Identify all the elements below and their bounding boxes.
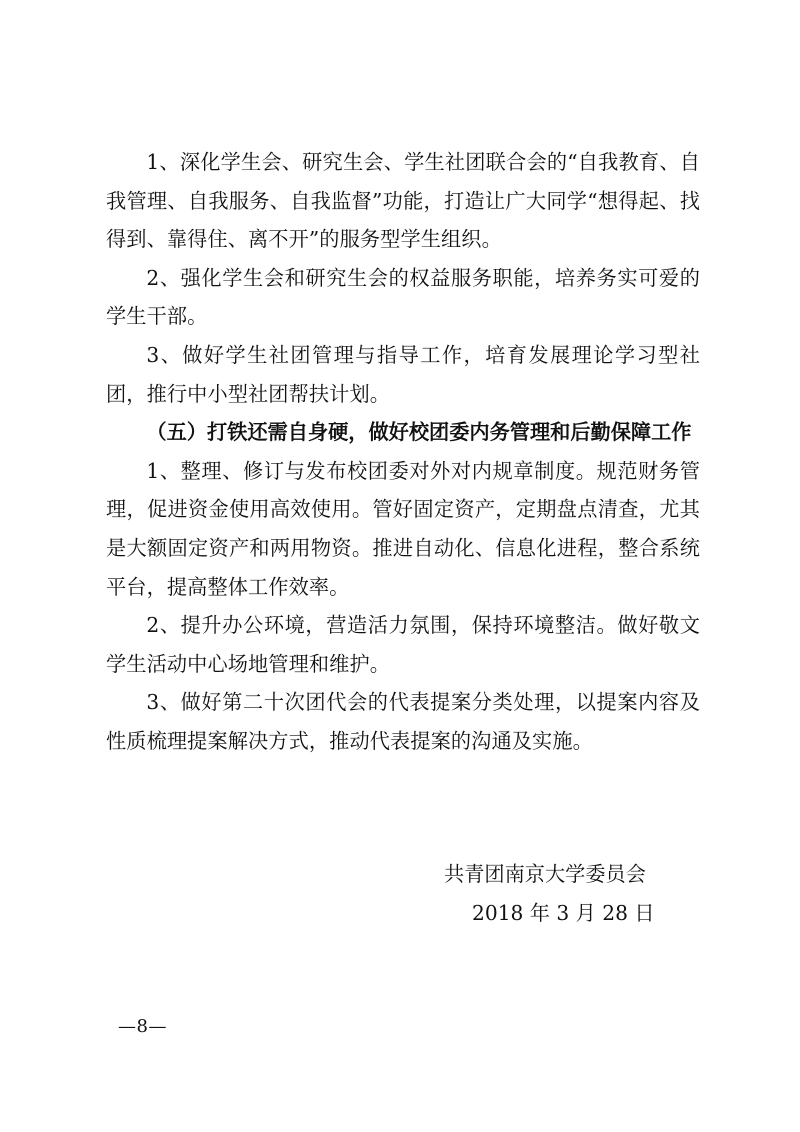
paragraph-rights-service: 2、强化学生会和研究生会的权益服务职能，培养务实可爱的学生干部。 bbox=[106, 265, 700, 329]
paragraph-student-union-functions: 1、深化学生会、研究生会、学生社团联合会的“自我教育、自我管理、自我服务、自我监督”功能，打造让广大同学“想得起、找得到、靠得住、离不开”的服务型学生组织。 bbox=[106, 150, 700, 252]
paragraph-club-management: 3、做好学生社团管理与指导工作，培育发展理论学习型社团，推行中小型社团帮扶计划。 bbox=[106, 342, 700, 406]
document-body bbox=[106, 143, 700, 761]
page-number: —8— bbox=[118, 1016, 167, 1037]
signature-date: 2018 年 3 月 28 日 bbox=[472, 901, 655, 925]
paragraph-office-environment: 2、提升办公环境，营造活力氛围，保持环境整洁。做好敬文学生活动中心场地管理和维护。 bbox=[106, 613, 700, 676]
signature-block bbox=[440, 855, 700, 933]
signature-organization: 共青团南京大学委员会 bbox=[444, 862, 646, 886]
paragraph-regulations-finance: 1、整理、修订与发布校团委对外对内规章制度。规范财务管理，促进资金使用高效使用。管好固定资产，定期盘点清查，尤其是大额固定资产和两用物资。推进自动化、信息化进程，整合系统平台，提高整体工作效率。 bbox=[106, 458, 700, 599]
paragraph-congress-proposals: 3、做好第二十次团代会的代表提案分类处理，以提案内容及性质梳理提案解决方式，推动代表提案的沟通及实施。 bbox=[106, 690, 700, 753]
section-heading: （五）打铁还需自身硬，做好校团委内务管理和后勤保障工作 bbox=[146, 420, 692, 445]
